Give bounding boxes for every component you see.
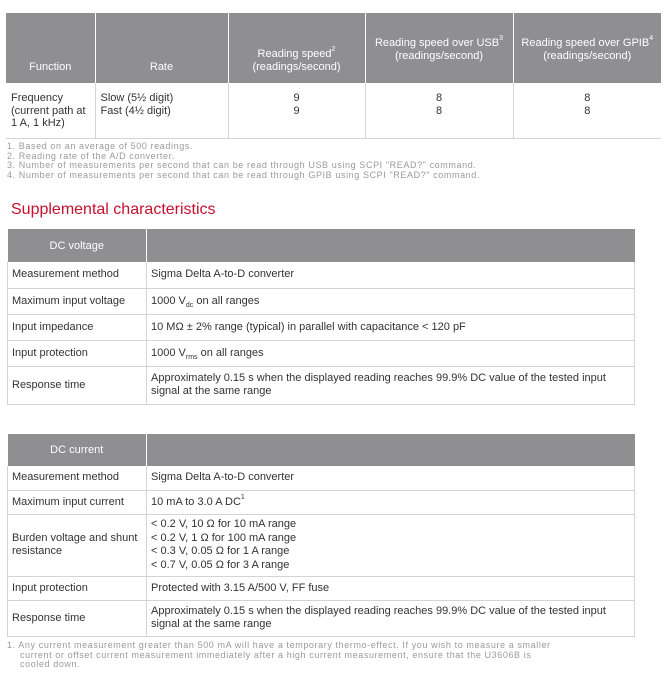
row-value: < 0.2 V, 10 Ω for 10 mA range < 0.2 V, 1 Ω for 100 mA range < 0.3 V, 0.05 Ω for 1 A range < 0.7 V, 0.05 Ω for 3 A range bbox=[147, 514, 635, 576]
dc-voltage-header: DC voltage bbox=[8, 229, 147, 262]
footnote: cooled down. bbox=[20, 659, 81, 669]
table-row bbox=[8, 314, 635, 340]
table-row bbox=[8, 600, 635, 636]
row-value: Approximately 0.15 s when the displayed reading reaches 99.9% DC value of the tested input signal at the same range bbox=[147, 600, 635, 636]
row-label: Response time bbox=[8, 366, 147, 404]
row-label: Burden voltage and shunt resistance bbox=[8, 514, 147, 576]
table-row bbox=[8, 490, 635, 514]
header-blank bbox=[147, 229, 635, 262]
reading-speed-table bbox=[6, 13, 661, 139]
row-value: Sigma Delta A-to-D converter bbox=[147, 262, 635, 288]
footnote: 1. Any current measurement greater than 500 mA will have a temporary thermo-effect. If you wish to measure a smaller bbox=[7, 640, 551, 650]
table-row bbox=[8, 262, 635, 288]
row-label: Input protection bbox=[8, 576, 147, 600]
header-function: Function bbox=[6, 13, 95, 83]
footnote: 4. Number of measurements per second that can be read through GPIB using SCPI "READ?" command. bbox=[7, 169, 480, 180]
table-row bbox=[8, 576, 635, 600]
row-label: Measurement method bbox=[8, 262, 147, 288]
table-row bbox=[8, 366, 635, 404]
table-row bbox=[6, 83, 661, 138]
header-reading-speed: Reading speed$^2$ (readings/second) bbox=[228, 13, 365, 83]
row-label: Measurement method bbox=[8, 466, 147, 490]
gpib-speed-cell: 8 8 bbox=[513, 83, 661, 138]
header-gpib-speed: Reading speed over GPIB$^4$ (readings/second) bbox=[513, 13, 661, 83]
row-value: 10 mA to 3.0 A $DC^1$ bbox=[147, 490, 635, 514]
row-value: Approximately 0.15 s when the displayed reading reaches 99.9% DC value of the tested input signal at the same range bbox=[147, 366, 635, 404]
footnote: 2. Reading rate of the A/D converter. bbox=[7, 150, 175, 161]
row-label: Maximum input voltage bbox=[8, 288, 147, 314]
dc-current-table bbox=[7, 434, 635, 637]
footnote: 3. Number of measurements per second that can be read through USB using SCPI "READ?" command. bbox=[7, 160, 477, 170]
row-value: 1000 $V_{rms}$ on all ranges bbox=[147, 340, 635, 366]
reading-speed-cell: 9 9 bbox=[228, 83, 365, 138]
row-value: 1000 $V_{dc}$ on all ranges bbox=[147, 288, 635, 314]
row-label: Maximum input current bbox=[8, 490, 147, 514]
usb-speed-cell: 8 8 bbox=[365, 83, 513, 138]
dc-voltage-table bbox=[7, 229, 635, 405]
row-value: Sigma Delta A-to-D converter bbox=[147, 466, 635, 490]
section-title: Supplemental characteristics bbox=[11, 201, 216, 218]
row-label: Input protection bbox=[8, 340, 147, 366]
table-row bbox=[8, 340, 635, 366]
dc-current-header: DC current bbox=[8, 434, 147, 466]
header-blank bbox=[147, 434, 635, 466]
row-label: Response time bbox=[8, 600, 147, 636]
function-cell: Frequency (current path at 1 A, 1 kHz) bbox=[6, 83, 95, 138]
row-value: Protected with 3.15 A/500 V, FF fuse bbox=[147, 576, 635, 600]
table-row bbox=[8, 514, 635, 576]
row-value: 10 MΩ ± 2% range (typical) in parallel with capacitance < 120 pF bbox=[147, 314, 635, 340]
table-row bbox=[8, 288, 635, 314]
footnote: current or offset current measurement immediately after a high current measurement, ensure that the U3606B is bbox=[20, 649, 532, 660]
header-rate: Rate bbox=[95, 13, 228, 83]
row-label: Input impedance bbox=[8, 314, 147, 340]
table-row bbox=[8, 466, 635, 490]
footnote: 1. Based on an average of 500 readings. bbox=[7, 141, 194, 151]
rate-cell: Slow (5½ digit) Fast (4½ digit) bbox=[95, 83, 228, 138]
header-usb-speed: Reading speed over USB$^3$ (readings/second) bbox=[365, 13, 513, 83]
